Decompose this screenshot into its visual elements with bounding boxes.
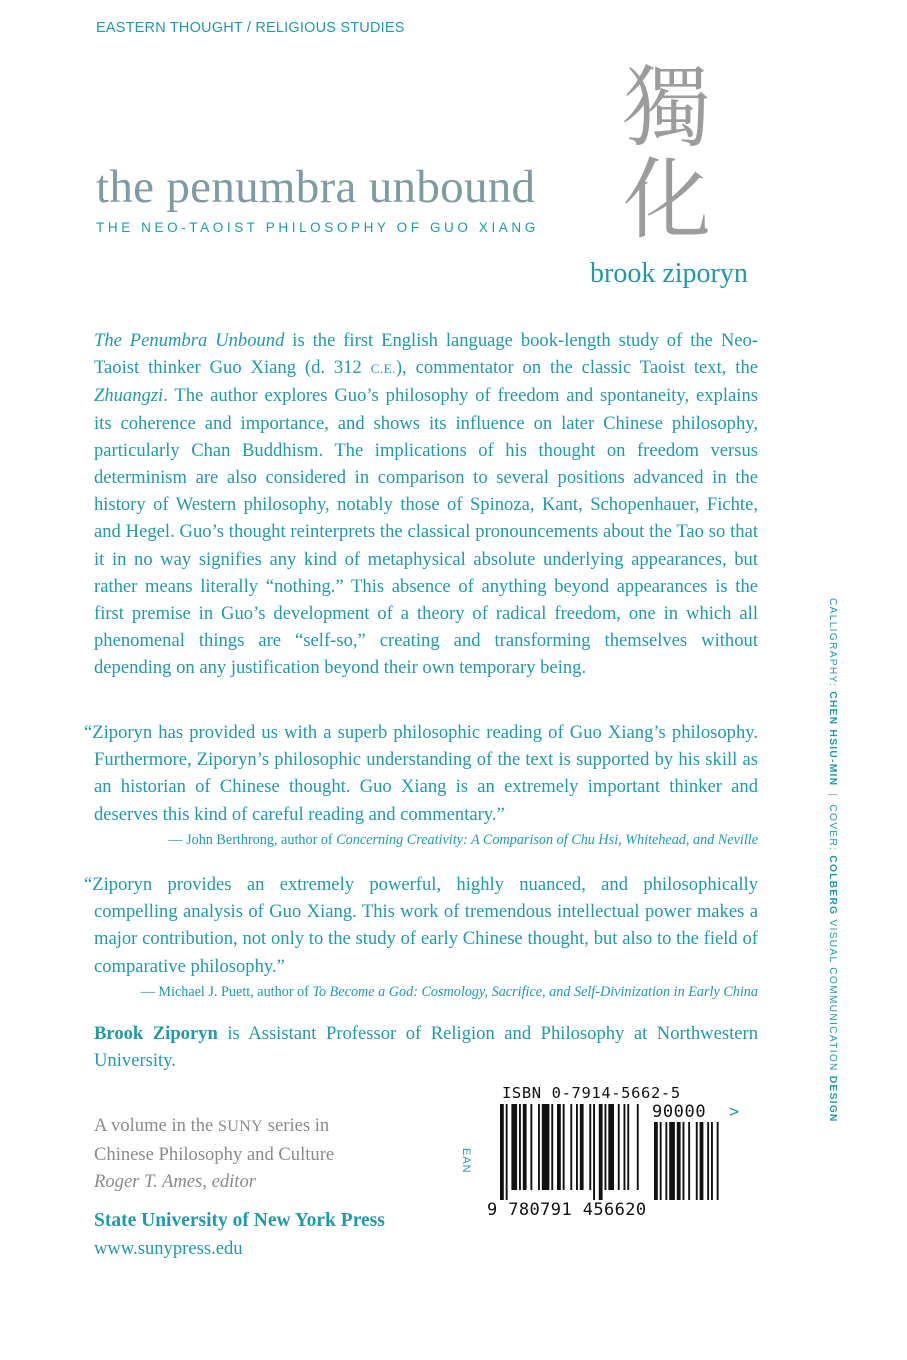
- barcode-bar: [563, 1104, 565, 1190]
- barcode-bar: [605, 1104, 607, 1190]
- book-title: the penumbra unbound: [96, 161, 536, 213]
- barcode-image: [494, 1104, 744, 1200]
- series-info: [94, 1112, 424, 1196]
- quote-2-attribution: [84, 982, 758, 1002]
- calligraphy-char-2: 化: [622, 148, 711, 251]
- barcode-bar: [618, 1104, 620, 1190]
- barcode-addon-code: 90000: [652, 1102, 707, 1122]
- cover-credits: [827, 598, 838, 1123]
- series-line-2: Chinese Philosophy and Culture: [94, 1143, 335, 1165]
- barcode-addon-bar: [707, 1122, 709, 1200]
- description-part-2: ), commentator on the classic Taoist text, the: [395, 357, 758, 379]
- barcode-bar: [637, 1104, 639, 1190]
- bio-text: is Assistant Professor of Religion and Philosophy at Northwestern University.: [94, 1023, 758, 1072]
- credits-cover-label: COVER:: [827, 804, 838, 856]
- barcode-bar: [551, 1104, 553, 1190]
- credits-calligraphy-label: CALLIGRAPHY:: [827, 598, 838, 692]
- credits-designer: COLBERG: [827, 855, 838, 916]
- barcode-bar: [557, 1104, 561, 1190]
- quote-1-attribution: [84, 830, 758, 850]
- barcode-addon-bar: [660, 1122, 662, 1200]
- description-part-3: . The author explores Guo’s philosophy of freedom and spontaneity, explains its coherence and importance, and shows its influence on later Chinese philosophy, particularly Chan Buddhism. The implications of his thought on freedom versus determinism are also considered in comparison to several positions advanced in the history of Western philosophy, notably those of Spinoza, Kant, Schopenhauer, Fichte, and Hegel. Guo’s thought reinterprets the classical pronouncements about the Tao so that it in no way signifies any kind of metaphysical absolute underlying appearances, but rather means literally “nothing.” This absence of anything beyond appearances is the first premise in Guo’s development of a theory of radical freedom, one in which all phenomenal things are “self-so,” creating and transforming themselves without depending on any justification beyond their own temporary being.: [94, 385, 758, 679]
- barcode-bar: [511, 1104, 517, 1190]
- quote-2-attribution-work: To Become a God: Cosmology, Sacrifice, and Self-Divinization in Early China: [312, 983, 758, 1000]
- barcode-bar: [624, 1104, 626, 1190]
- ean-label: EAN: [460, 1148, 472, 1174]
- barcode-bar: [523, 1104, 527, 1190]
- endorsement-quote-2: [84, 871, 758, 1002]
- barcode-addon-bar: [654, 1122, 658, 1200]
- barcode-addon-bar: [696, 1122, 698, 1200]
- barcode-bar: [542, 1104, 550, 1190]
- barcode-addon-bar: [717, 1122, 719, 1200]
- credits-calligrapher: CHEN HSIU-MIN: [827, 691, 838, 787]
- quote-1-text: “Ziporyn has provided us with a superb philosophic reading of Guo Xiang’s philosophy. Furthermore, Ziporyn’s philosophic understanding of the text is supported by his skill as an historian of Chinese thought. Guo Xiang is an extremely important thinker and deserves this kind of careful reading and commentary.”: [84, 722, 758, 825]
- quote-1-attribution-prefix: — John Berthrong, author of: [168, 831, 337, 848]
- barcode-bar: [570, 1104, 572, 1190]
- calligraphy-characters: [612, 56, 722, 251]
- book-description: [94, 327, 758, 682]
- barcode-bar: [599, 1104, 603, 1200]
- description-zhuangzi: Zhuangzi: [94, 385, 164, 407]
- barcode-addon-mark: >: [729, 1102, 740, 1122]
- description-part-1: is the first English language book-length study of the Neo-Taoist thinker Guo Xiang (d. 312: [94, 330, 758, 379]
- barcode-addon-bar: [700, 1122, 704, 1200]
- category-label: EASTERN THOUGHT / RELIGIOUS STUDIES: [96, 20, 405, 36]
- quote-2-text: “Ziporyn provides an extremely powerful, highly nuanced, and philosophically compelling analysis of Guo Xiang. This work of tremendous intellectual power makes a major contribution, not only to the study of early Chinese thought, but also to the field of comparative philosophy.”: [84, 874, 758, 977]
- series-suny: SUNY: [217, 1118, 264, 1135]
- barcode-bar: [589, 1104, 591, 1190]
- series-editor: Roger T. Ames, editor: [94, 1171, 256, 1192]
- series-line-1-suffix: series in: [263, 1115, 330, 1136]
- barcode-addon-bar: [669, 1122, 675, 1200]
- barcode-bar: [627, 1104, 629, 1190]
- description-book-title: The Penumbra Unbound: [94, 330, 285, 351]
- barcode-bar: [538, 1104, 540, 1190]
- barcode-addon-bar: [688, 1122, 690, 1200]
- series-line-1-prefix: A volume in the: [94, 1115, 218, 1136]
- barcode-bar: [530, 1104, 532, 1190]
- author-name: brook ziporyn: [590, 258, 748, 289]
- barcode-bar: [580, 1104, 584, 1190]
- quote-1-attribution-work: Concerning Creativity: A Comparison of Chu Hsi, Whitehead, and Neville: [336, 831, 758, 848]
- barcode-bar: [593, 1104, 595, 1200]
- barcode-addon-bar: [665, 1122, 667, 1200]
- book-subtitle: THE NEO-TAOIST PHILOSOPHY OF GUO XIANG: [96, 220, 539, 235]
- description-era: C.E.: [370, 361, 396, 377]
- publisher-website: www.sunypress.edu: [94, 1238, 243, 1259]
- barcode-bar: [576, 1104, 578, 1190]
- barcode-bar: [506, 1104, 508, 1200]
- barcode-bar: [608, 1104, 614, 1190]
- barcode-addon-bar: [683, 1122, 685, 1200]
- calligraphy-char-1: 獨: [622, 56, 711, 159]
- barcode-digits: 9 780791 456620: [487, 1200, 647, 1220]
- barcode-bar: [519, 1104, 521, 1190]
- publisher-name: State University of New York Press: [94, 1210, 385, 1231]
- barcode-addon-bar: [711, 1122, 713, 1200]
- barcode-bar: [500, 1104, 504, 1200]
- isbn-number: ISBN 0-7914-5662-5: [502, 1084, 681, 1102]
- endorsement-quote-1: [84, 719, 758, 850]
- credits-separator: |: [827, 793, 838, 798]
- series-line-1: [94, 1112, 424, 1141]
- credits-designer-rest: VISUAL COMMUNICATION: [827, 915, 838, 1076]
- author-bio: [94, 1020, 758, 1074]
- credits-design: DESIGN: [827, 1075, 838, 1123]
- quote-2-attribution-prefix: — Michael J. Puett, author of: [140, 983, 313, 1000]
- bio-name: Brook Ziporyn: [94, 1023, 218, 1044]
- barcode-addon-bar: [677, 1122, 681, 1200]
